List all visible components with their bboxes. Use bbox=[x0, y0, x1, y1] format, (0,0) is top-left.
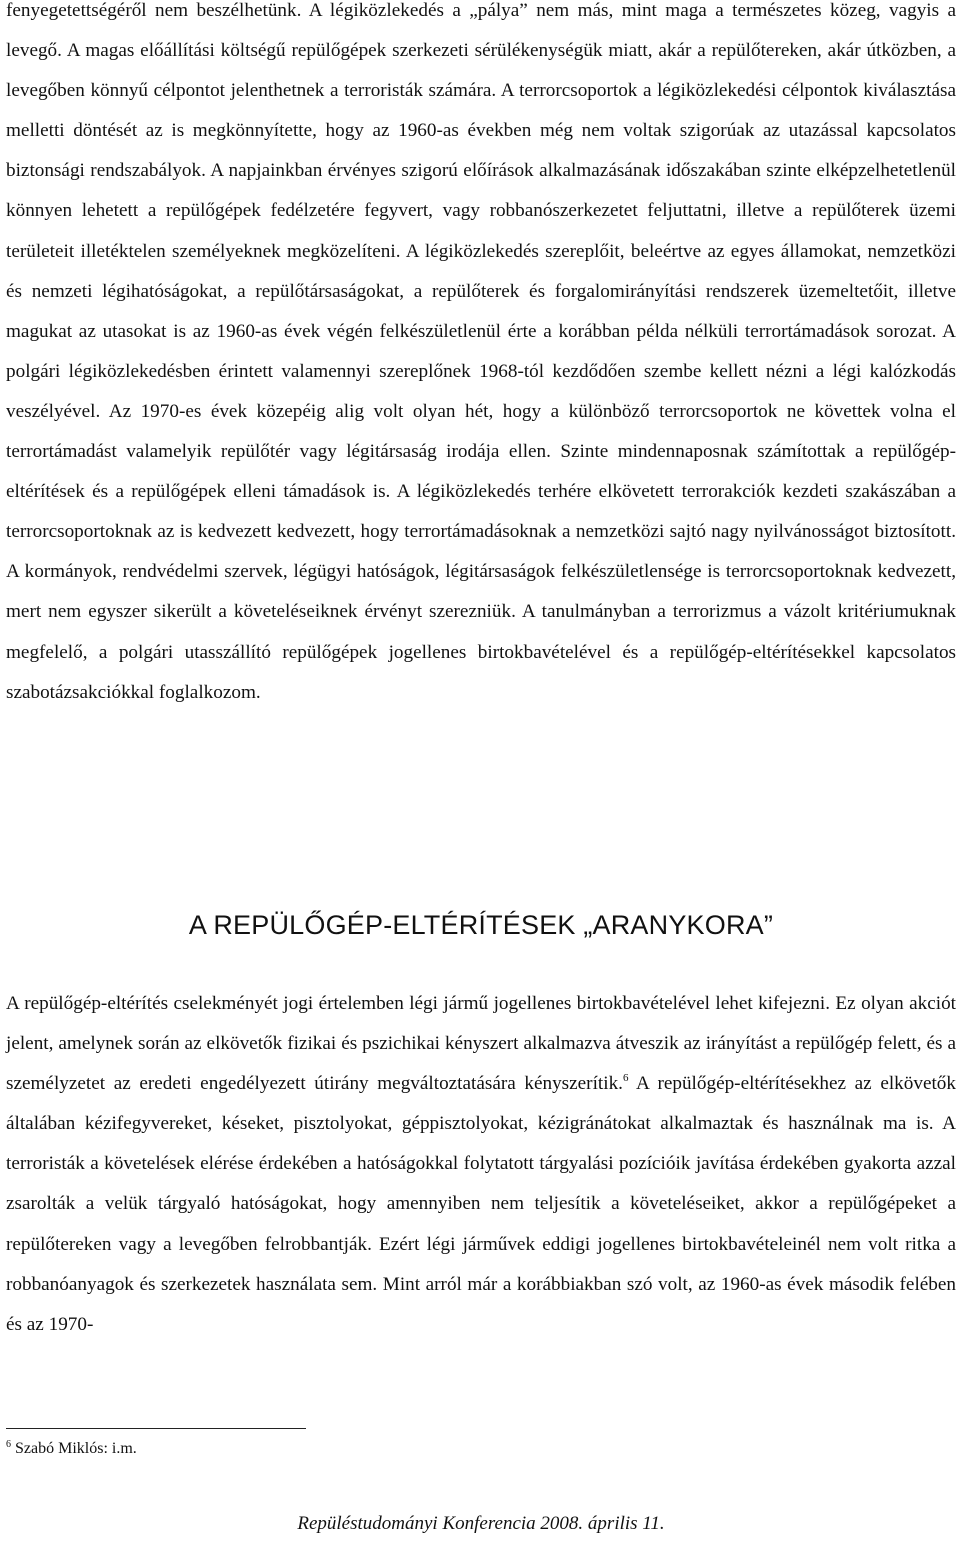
footnote bbox=[6, 1440, 137, 1458]
footnote-reference: 6 bbox=[622, 1072, 629, 1085]
body-paragraph-2 bbox=[6, 984, 956, 1345]
paragraph-2-text-end: A repülőgép-eltérítésekhez az elkövetők általában kézifegyvereket, késeket, pisztolyokat, géppisztolyokat, kézigránátokat alkalmaztak és használnak ma is. A terroristák a követelések elérése érdekében a hatóságokkal folytatott tárgyalási pozícióik javítása érdekében gyakorta azzal zsarolták a velük tárgyaló hatóságokat, hogy amennyiben nem teljesítik a követeléseiket, akkor a repülőgépeket a repülőtereken vagy a levegőben felrobbantják. Ezért légi járművek eddigi jogellenes birtokbavételeinél nem volt ritka a robbanóanyagok és szerkezetek használata sem. Mint arról már a korábbiakban szó volt, az 1960-as évek második felében és az 1970- bbox=[6, 1073, 956, 1335]
section-heading: A REPÜLŐGÉP-ELTÉRÍTÉSEK „ARANYKORA” bbox=[188, 910, 774, 940]
footnote-text: Szabó Miklós: i.m. bbox=[11, 1440, 137, 1457]
paragraph-2-text-start: A repülőgép-eltérítés cselekményét jogi értelemben légi jármű jogellenes birtokbavételével lehet kifejezni. Ez olyan akciót jelent, amelynek során az elkövetők fizikai és pszichikai kényszert alkalmazva átveszik az irányítást a repülőgép felett, és a személyzetet az eredeti engedélyezett útirány megváltoztatására kényszerítik. bbox=[6, 993, 956, 1095]
footnote-number: 6 bbox=[6, 1439, 11, 1450]
footnote-separator bbox=[6, 1428, 306, 1429]
body-paragraph-1: fenyegetettségéről nem beszélhetünk. A légiközlekedés a „pálya” nem más, mint maga a természetes közeg, vagyis a levegő. A magas előállítási költségű repülőgépek szerkezeti sérülékenységük miatt, akár a repülőtereken, akár útközben, a levegőben könnyű célpontot jelenthetnek a terroristák számára. A terrorcsoportok a légiközlekedési célpontok kiválasztása melletti döntését az is megkönnyítette, hogy az 1960-as években még nem voltak szigorúak az utazással kapcsolatos biztonsági rendszabályok. A napjainkban érvényes szigorú előírások alkalmazásának időszakában szinte elképzelhetetlenül könnyen lehetett a repülőgépek fedélzetére fegyvert, vagy robbanószerkezetet feljuttatni, illetve a repülőterek üzemi területeit illetéktelen személyeknek megközelíteni. A légiközlekedés szereplőit, beleértve az egyes államokat, nemzetközi és nemzeti légihatóságokat, a repülőtársaságokat, a repülőterek és forgalomirányítási rendszerek üzemeltetőit, illetve magukat az utasokat is az 1960-as évek végén felkészületlenül érte a korábban példa nélküli terrortámadások sorozat. A polgári légiközlekedésben érintett valamennyi szereplőnek 1968-tól kezdődően szembe kellett nézni a légi kalózkodás veszélyével. Az 1970-es évek közepéig alig volt olyan hét, hogy a különböző terrorcsoportok ne követtek volna el terrortámadást valamelyik repülőtér vagy légitársaság irodája ellen. Szinte mindennaposnak számítottak a repülőgép-eltérítések és a repülőgépek elleni támadások is. A légiközlekedés terhére elkövetett terrorakciók kezdeti szakászában a terrorcsoportoknak az is kedvezett kedvezett, hogy terrortámadásoknak a nemzetközi sajtó nagy nyilvánosságot biztosított. A kormányok, rendvédelmi szervek, légügyi hatóságok, légitársaságok felkészületlensége is terrorcsoportoknak kedvezett, mert nem egyszer sikerült a követeléseiknek érvényt szerezniük. A tanulmányban a terrorizmus a vázolt kritériumuknak megfelelő, a polgári utasszállító repülőgépek jogellenes birtokbavételével és a repülőgép-eltérítésekkel kapcsolatos szabotázsakciókkal foglalkozom. bbox=[6, 0, 956, 703]
page-footer: Repüléstudományi Konferencia 2008. április 11. bbox=[297, 1513, 665, 1534]
